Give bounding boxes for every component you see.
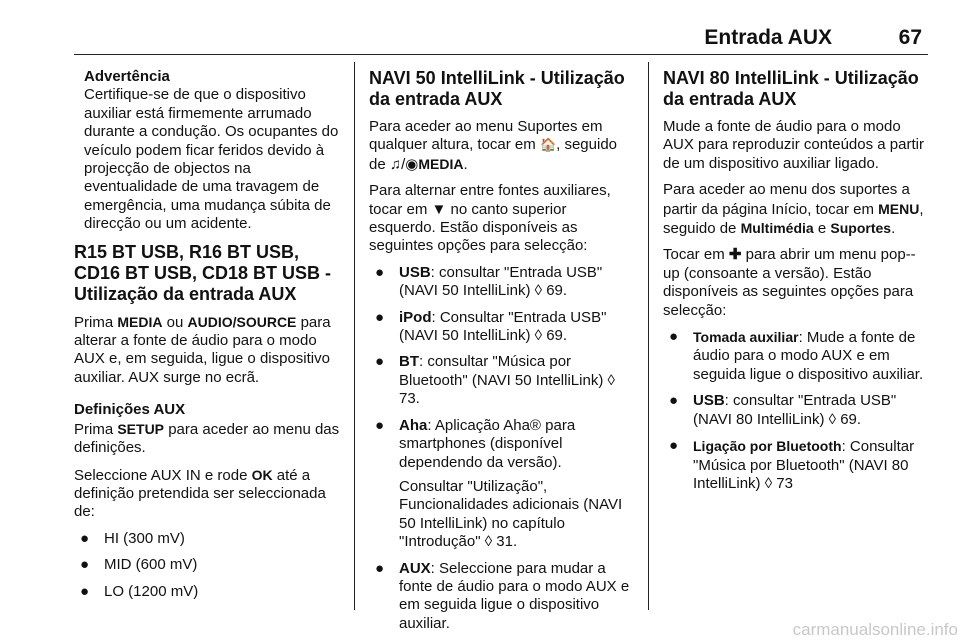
paragraph-popup: Tocar em ✚ para abrir um menu pop--up (consoante a versão). Estão disponíveis as seguintes opções para selecção: bbox=[663, 246, 916, 319]
list-item-extra: Consultar "Utilização", Funcionalidades adicionais (NAVI 50 IntelliLink) no capítulo "Introdução" ◊ 31. bbox=[399, 477, 623, 551]
setup-button-label: SETUP bbox=[117, 420, 165, 437]
paragraph-media: Prima MEDIA ou AUDIO/SOURCE para alterar a fonte de áudio para o modo AUX e, em seguida, ligue o dispositivo auxiliar. AUX surge no ecrã. bbox=[74, 313, 331, 386]
list-item: ● MID (600 mV) bbox=[80, 556, 198, 574]
warning-box bbox=[84, 68, 342, 234]
bullet-icon: ● bbox=[80, 556, 90, 574]
audio-source-button-label: AUDIO/SOURCE bbox=[187, 313, 297, 330]
list-item: ● AUX: Seleccione para mudar a fonte de áudio para o modo AUX e em seguida ligue o dispositivo auxiliar. bbox=[375, 559, 630, 632]
paragraph-setup: Prima SETUP para aceder ao menu das definições. bbox=[74, 420, 340, 457]
page-header bbox=[74, 26, 928, 54]
paragraph-switch: Mude a fonte de áudio para o modo AUX para reproduzir conteúdos a partir de um dispositivo auxiliar ligado. bbox=[663, 118, 924, 172]
paragraph-media-menu: Para aceder ao menu Suportes em qualquer altura, tocar em 🏠, seguido de ♫/◉MEDIA. bbox=[369, 118, 618, 173]
column-divider-1 bbox=[354, 62, 355, 610]
paragraph-sources: Para alternar entre fontes auxiliares, tocar em ▼ no canto superior esquerdo. Estão disponíveis as seguintes opções para selecção: bbox=[369, 182, 611, 255]
section-heading-r15: R15 BT USB, R16 BT USB, CD16 BT USB, CD18 BT USB - Utilização da entrada AUX bbox=[74, 241, 332, 304]
column-2 bbox=[369, 68, 633, 641]
paragraph-select: Seleccione AUX IN e rode OK até a definição pretendida ser seleccionada de: bbox=[74, 466, 326, 521]
suportes-label: Suportes bbox=[830, 220, 892, 237]
warning-text: Certifique-se de que o dispositivo auxiliar está firmemente arrumado durante a condução. Os ocupantes do veículo podem ficar feridos devido à projecção de objectos na eventualidade de uma travagem de emergência, uma mudança súbita de direcção ou um acidente. bbox=[84, 86, 339, 233]
column-3 bbox=[663, 68, 929, 501]
bullet-icon: ● bbox=[375, 263, 385, 281]
warning-title: Advertência bbox=[84, 68, 170, 85]
home-icon: 🏠 bbox=[539, 137, 557, 153]
bullet-icon: ● bbox=[669, 328, 679, 346]
ok-button-label: OK bbox=[251, 466, 273, 483]
multimedia-label: Multimédia bbox=[740, 220, 814, 237]
bullet-icon: ● bbox=[375, 353, 385, 371]
list-item: ● Ligação por Bluetooth: Consultar "Música por Bluetooth" (NAVI 80 IntelliLink) ◊ 73 bbox=[669, 437, 915, 492]
section-heading-navi80: NAVI 80 IntelliLink - Utilização da entrada AUX bbox=[663, 68, 919, 109]
list-item: ● Aha: Aplicação Aha® para smartphones (disponível dependendo da versão). Consultar "Utilização", Funcionalidades adicionais (NAVI 50 IntelliLink) no capítulo "Introdução" ◊ 31. bbox=[369, 417, 633, 552]
plus-icon: ✚ bbox=[728, 246, 742, 264]
section-heading-navi50: NAVI 50 IntelliLink - Utilização da entrada AUX bbox=[369, 68, 625, 109]
bullet-icon: ● bbox=[375, 416, 385, 434]
page-number: 67 bbox=[898, 26, 922, 49]
bullet-icon: ● bbox=[669, 392, 679, 410]
list-item: ● Tomada auxiliar: Mude a fonte de áudio para o modo AUX e em seguida ligue o dispositivo auxiliar. bbox=[669, 328, 924, 383]
header-rule bbox=[74, 54, 928, 55]
option-list bbox=[663, 328, 929, 493]
music-media-icon: ♫/◉ bbox=[389, 155, 419, 173]
list-item: ● USB: consultar "Entrada USB" (NAVI 50 IntelliLink) ◊ 69. bbox=[375, 263, 603, 300]
watermark: carmanualsonline.info bbox=[792, 620, 958, 639]
bullet-icon: ● bbox=[80, 582, 90, 600]
bullet-icon: ● bbox=[375, 559, 385, 577]
bullet-icon: ● bbox=[80, 529, 90, 547]
menu-label: MENU bbox=[878, 200, 920, 217]
list-item: ● BT: consultar "Música por Bluetooth" (NAVI 50 IntelliLink) ◊ 73. bbox=[375, 353, 615, 408]
media-label: MEDIA bbox=[418, 155, 464, 172]
column-divider-2 bbox=[648, 62, 649, 610]
sub-heading-aux-settings: Definições AUX bbox=[74, 401, 186, 419]
bullet-icon: ● bbox=[669, 437, 679, 455]
page-title: Entrada AUX bbox=[704, 26, 832, 49]
bullet-icon: ● bbox=[375, 308, 385, 326]
media-button-label: MEDIA bbox=[117, 313, 163, 330]
list-item: ● USB: consultar "Entrada USB" (NAVI 80 IntelliLink) ◊ 69. bbox=[669, 392, 897, 428]
column-1 bbox=[74, 68, 342, 609]
level-list bbox=[74, 530, 342, 601]
source-list bbox=[369, 264, 633, 633]
list-item: ● iPod: Consultar "Entrada USB" (NAVI 50 IntelliLink) ◊ 69. bbox=[375, 308, 607, 345]
list-item: ● LO (1200 mV) bbox=[80, 582, 199, 600]
paragraph-menu: Para aceder ao menu dos suportes a partir da página Início, tocar em MENU, seguido de Multimédia e Suportes. bbox=[663, 181, 924, 238]
list-item: ● HI (300 mV) bbox=[80, 529, 185, 547]
